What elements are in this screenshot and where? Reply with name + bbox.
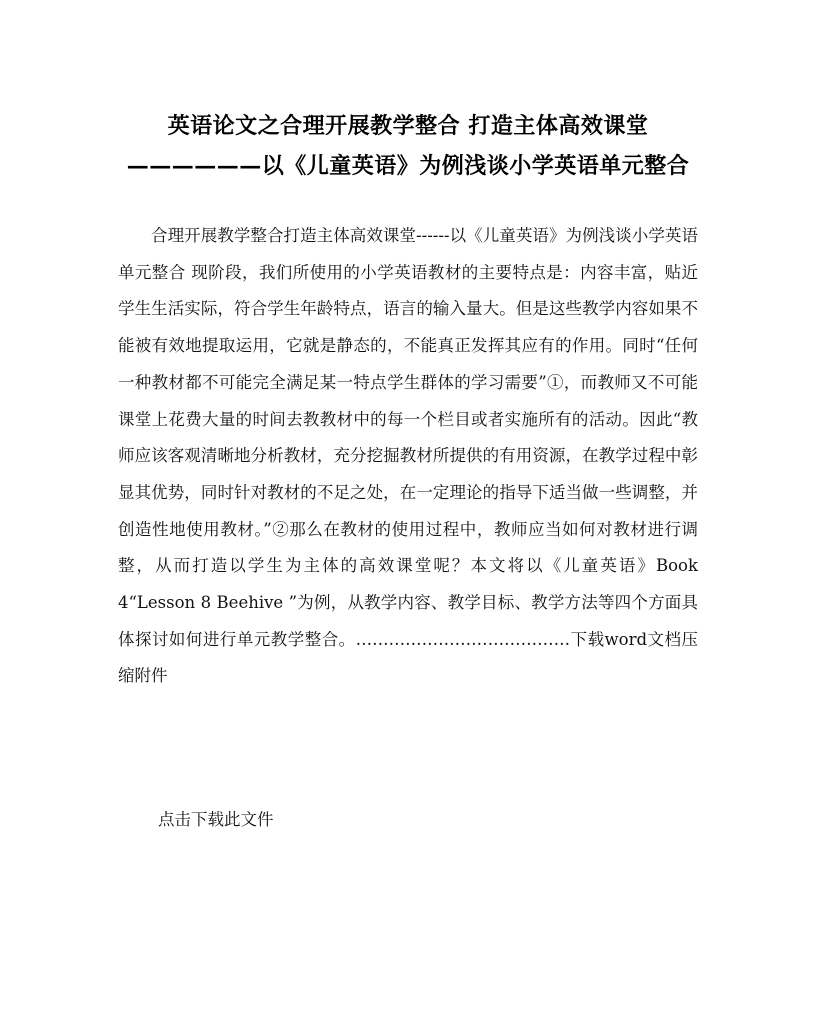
- download-file-link[interactable]: 点击下载此文件: [158, 810, 274, 829]
- document-body-paragraph: 合理开展教学整合打造主体高效课堂------以《儿童英语》为例浅谈小学英语单元整合 现阶段，我们所使用的小学英语教材的主要特点是：内容丰富，贴近学生生活实际，符合学生年龄特点，语言的输入量大。但是这些教学内容如果不能被有效地提取运用，它就是静态的，不能真正发挥其应有的作用。同时“任何一种教材都不可能完全满足某一特点学生群体的学习需要”①，而教师又不可能课堂上花费大量的时间去教教材中的每一个栏目或者实施所有的活动。因此“教师应该客观清晰地分析教材，充分挖掘教材所提供的有用资源，在教学过程中彰显其优势，同时针对教材的不足之处，在一定理论的指导下适当做一些调整，并创造性地使用教材。”②那么在教材的使用过程中，教师应当如何对教材进行调整，从而打造以学生为主体的高效课堂呢？本文将以《儿童英语》Book 4“Lesson 8 Beehive ”为例，从教学内容、教学目标、教学方法等四个方面具体探讨如何进行单元教学整合。…………………………………下载word文档压缩附件: [118, 226, 698, 686]
- document-title: 英语论文之合理开展教学整合 打造主体高效课堂——————以《儿童英语》为例浅谈小学英语单元整合: [126, 113, 690, 179]
